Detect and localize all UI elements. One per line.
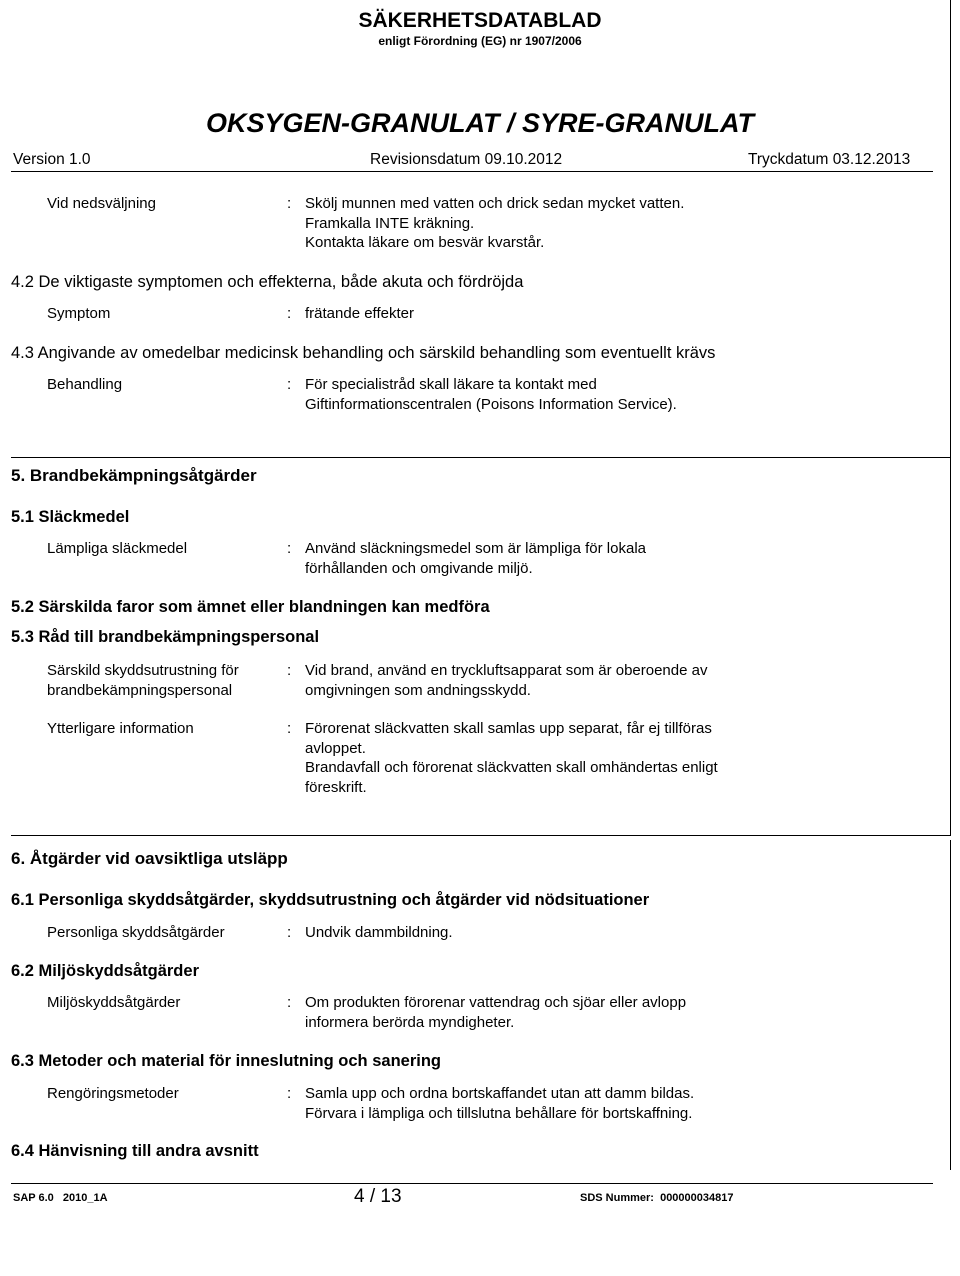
media-colon: :	[287, 540, 292, 557]
swallow-value	[305, 194, 684, 253]
version-text: Version 1.0	[13, 151, 91, 168]
equip-colon: :	[287, 662, 292, 679]
env-line: informera berörda myndigheter.	[305, 1013, 515, 1031]
heading-6-1: 6.1 Personliga skyddsåtgärder, skyddsutrustning och åtgärder vid nödsituationer	[11, 891, 650, 909]
equip-line: Vid brand, använd en tryckluftsapparat som är oberoende av	[305, 662, 708, 679]
heading-6-3: 6.3 Metoder och material för inneslutning och sanering	[11, 1052, 441, 1070]
treatment-label: Behandling	[47, 376, 123, 393]
media-value	[305, 539, 646, 578]
equip-value	[305, 661, 707, 700]
media-line: förhållanden och omgivande miljö.	[305, 559, 533, 577]
footer-sap-version: SAP 6.0 2010_1A	[13, 1192, 108, 1204]
clean-value	[305, 1084, 694, 1123]
equip-label	[47, 661, 239, 700]
right-border-lower	[950, 840, 951, 1170]
heading-6-4: 6.4 Hänvisning till andra avsnitt	[11, 1142, 259, 1160]
sds-number: SDS Nummer: 000000034817	[580, 1192, 734, 1204]
heading-4-2: 4.2 De viktigaste symptomen och effekterna, både akuta och fördröjda	[11, 273, 524, 291]
swallow-line: Skölj munnen med vatten och drick sedan mycket vatten.	[305, 195, 685, 212]
heading-5-3: 5.3 Råd till brandbekämpningspersonal	[11, 628, 320, 646]
env-line: Om produkten förorenar vattendrag och sjöar eller avlopp	[305, 994, 687, 1011]
env-label: Miljöskyddsåtgärder	[47, 994, 181, 1011]
equip-label-line: Särskild skyddsutrustning för	[47, 662, 239, 679]
treatment-colon: :	[287, 376, 292, 393]
swallow-line: Framkalla INTE kräkning.	[305, 214, 475, 232]
env-colon: :	[287, 994, 292, 1011]
info-line: Förorenat släckvatten skall samlas upp separat, får ej tillföras	[305, 720, 712, 737]
equip-label-line: brandbekämpningspersonal	[47, 681, 233, 699]
clean-line: Samla upp och ordna bortskaffandet utan att damm bildas.	[305, 1085, 695, 1102]
info-colon: :	[287, 720, 292, 737]
treatment-value	[305, 375, 677, 414]
info-line: föreskrift.	[305, 778, 367, 796]
heading-6-2: 6.2 Miljöskyddsåtgärder	[11, 962, 199, 980]
footer-divider	[11, 1183, 933, 1184]
info-label: Ytterligare information	[47, 720, 194, 737]
symptom-colon: :	[287, 305, 292, 322]
regulation-subtitle: enligt Förordning (EG) nr 1907/2006	[378, 34, 582, 48]
section-divider-6	[11, 835, 951, 836]
document-title: SÄKERHETSDATABLAD	[358, 9, 602, 32]
info-line: Brandavfall och förorenat släckvatten skall omhändertas enligt	[305, 759, 718, 776]
personal-label: Personliga skyddsåtgärder	[47, 924, 225, 941]
revision-date: Revisionsdatum 09.10.2012	[370, 151, 563, 168]
swallow-label: Vid nedsväljning	[47, 195, 156, 212]
print-date: Tryckdatum 03.12.2013	[748, 151, 911, 168]
heading-4-3: 4.3 Angivande av omedelbar medicinsk behandling och särskild behandling som eventuellt krävs	[11, 344, 716, 362]
right-border	[950, 0, 951, 835]
treatment-line: Giftinformationscentralen (Poisons Information Service).	[305, 395, 677, 413]
equip-line: omgivningen som andningsskydd.	[305, 681, 531, 699]
heading-5-2: 5.2 Särskilda faror som ämnet eller blandningen kan medföra	[11, 598, 490, 616]
heading-5-1: 5.1 Släckmedel	[11, 508, 130, 526]
info-line: avloppet.	[305, 739, 366, 757]
header-divider	[11, 171, 933, 172]
swallow-colon: :	[287, 195, 292, 212]
clean-line: Förvara i lämpliga och tillslutna behållare för bortskaffning.	[305, 1104, 693, 1122]
media-line: Använd släckningsmedel som är lämpliga för lokala	[305, 540, 647, 557]
personal-colon: :	[287, 924, 292, 941]
treatment-line: För specialistråd skall läkare ta kontakt med	[305, 376, 597, 393]
clean-colon: :	[287, 1085, 292, 1102]
product-name: OKSYGEN-GRANULAT / SYRE-GRANULAT	[206, 108, 754, 138]
symptom-value: frätande effekter	[305, 305, 414, 322]
swallow-line: Kontakta läkare om besvär kvarstår.	[305, 234, 545, 251]
section-6-title: 6. Åtgärder vid oavsiktliga utsläpp	[11, 849, 288, 868]
media-label: Lämpliga släckmedel	[47, 540, 188, 557]
section-divider-5	[11, 457, 951, 458]
symptom-label: Symptom	[47, 305, 111, 322]
info-value	[305, 719, 718, 797]
section-5-title: 5. Brandbekämpningsåtgärder	[11, 466, 257, 485]
clean-label: Rengöringsmetoder	[47, 1085, 179, 1102]
personal-value: Undvik dammbildning.	[305, 924, 453, 941]
env-value	[305, 993, 686, 1032]
page-number: 4 / 13	[354, 1186, 402, 1207]
